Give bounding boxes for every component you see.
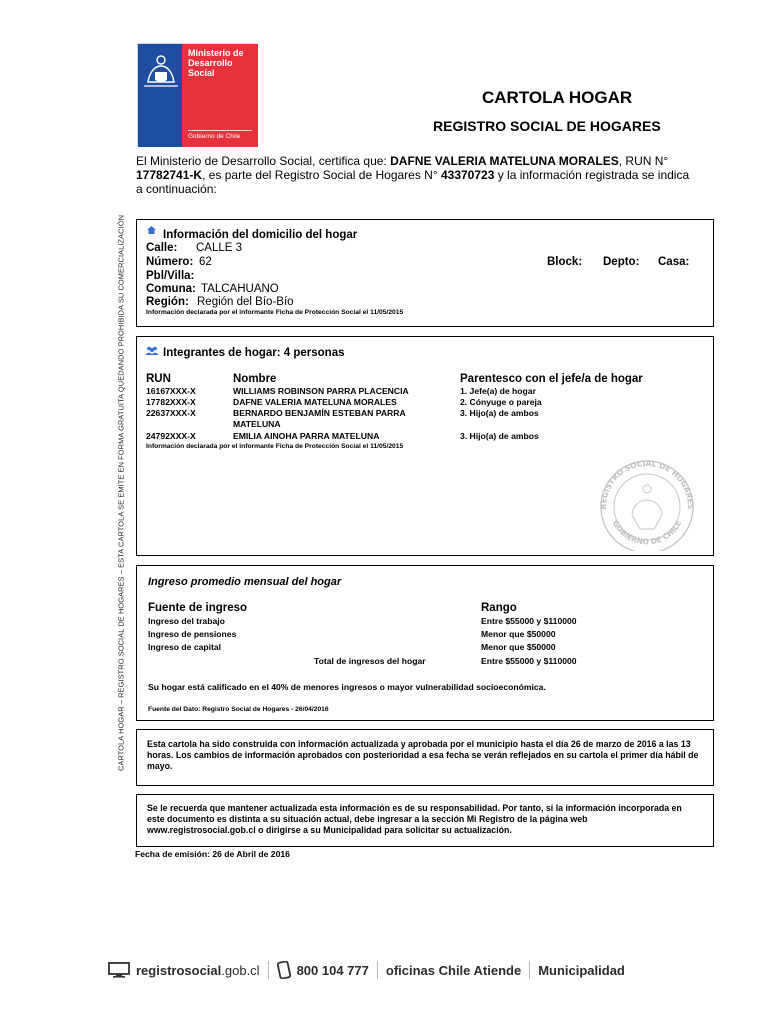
income-total-label: Total de ingresos del hogar [314, 656, 426, 666]
numero-value: 62 [199, 256, 212, 268]
responsibility-notice-text: Se le recuerda que mantener actualizada esta información es de su responsabilidad. Por tanto, si la información incorporada en este documento es distinta a su situación actual, debe ingresar a la sección Mi Registro de la página web www.registrosocial.gob.cl o dirigirse a su Municipalidad para solicitar su actualización. [147, 803, 682, 835]
page-subtitle: REGISTRO SOCIAL DE HOGARES [433, 118, 661, 134]
income-source: Ingreso de capital [148, 642, 222, 652]
address-note: Información declarada por el informante Ficha de Protección Social el 11/05/2015 [146, 309, 404, 316]
income-source: Ingreso de pensiones [148, 629, 237, 639]
logo-ministry-text: Ministerio de Desarrollo Social [188, 48, 244, 78]
registry-seal-stamp [584, 455, 710, 551]
data-source: Fuente del Dato: Registro Social de Hogares - 26/04/2016 [148, 706, 329, 713]
income-source: Ingreso del trabajo [148, 616, 225, 626]
members-note: Información declarada por el informante Ficha de Protección Social el 11/05/2015 [146, 443, 404, 450]
svg-text:GOBIERNO DE CHILE [611, 519, 683, 546]
logo-government-text: Gobierno de Chile [188, 133, 241, 140]
member-run: 24792XXX-X [146, 431, 196, 441]
col-parentesco: Parentesco con el jefe/a de hogar [460, 373, 643, 385]
member-relation: 3. Hijo(a) de ambos [460, 408, 539, 418]
update-notice [136, 729, 714, 786]
footer-divider [268, 961, 269, 979]
seal-bottom-text: GOBIERNO DE CHILE [610, 519, 684, 547]
numero-label: Número: [146, 256, 194, 268]
website-link[interactable]: registrosocial.gob.cl [136, 962, 260, 978]
block-label: Block: [547, 256, 583, 268]
responsibility-notice [136, 794, 714, 847]
issue-date: Fecha de emisión: 26 de Abril de 2016 [135, 849, 290, 859]
footer-divider [377, 961, 378, 979]
member-relation: 1. Jefe(a) de hogar [460, 386, 536, 396]
update-notice-text: Esta cartola ha sido construida con información actualizada y aprobada por el municipio hasta el día 26 de marzo de 2016 a las 13 horas. Los cambios de información aprobados con posterioridad a esa fecha se verán reflejados en su cartola el primer día hábil de mayo. [147, 739, 699, 771]
member-name: BERNARDO BENJAMÍN ESTEBAN PARRA [233, 408, 406, 418]
municipality: Municipalidad [538, 962, 625, 978]
member-name: WILLIAMS ROBINSON PARRA PLACENCIA [233, 386, 409, 396]
pbl-villa-label: Pbl/Villa: [146, 270, 195, 282]
registry-number: 43370723 [440, 168, 495, 182]
col-rango: Rango [481, 602, 517, 614]
income-range: Menor que $50000 [481, 629, 556, 639]
footer-divider [529, 961, 530, 979]
member-run: 22637XXX-X [146, 408, 196, 418]
household-address-section [136, 219, 714, 327]
calle-label: Calle: [146, 242, 178, 254]
logo-divider [188, 130, 252, 131]
intro-paragraph: El Ministerio de Desarrollo Social, certifica que: DAFNE VALERIA MATELUNA MORALES, RUN N° 17782741-K, es parte del Registro Social de Hogares N° 43370723 y la información registrada se indica a continuación: [136, 154, 690, 196]
member-run: 17782XXX-X [146, 397, 196, 407]
beneficiary-run: 17782741-K [136, 168, 203, 182]
svg-text:REGISTRO SOCIAL DE HOGARES [599, 459, 695, 510]
col-nombre: Nombre [233, 373, 277, 385]
region-value: Región del Bío-Bío [197, 296, 294, 308]
chile-atiende-offices: oficinas Chile Atiende [385, 962, 522, 978]
region-label: Región: [146, 296, 189, 308]
beneficiary-name: DAFNE VALERIA MATELUNA MORALES [390, 154, 619, 168]
phone-icon [277, 961, 291, 979]
income-total-value: Entre $55000 y $110000 [481, 656, 577, 666]
calle-value: CALLE 3 [196, 242, 243, 254]
seal-top-text: REGISTRO SOCIAL DE HOGARES [598, 458, 696, 510]
member-relation: 3. Hijo(a) de ambos [460, 431, 539, 441]
vulnerability-rating: Su hogar está calificado en el 40% de menores ingresos o mayor vulnerabilidad socioeconómica. [148, 682, 546, 692]
household-members-section [136, 336, 714, 556]
col-fuente: Fuente de ingreso [148, 602, 248, 614]
member-run: 16167XXX-X [146, 386, 196, 396]
comuna-label: Comuna: [146, 283, 196, 295]
address-heading: Información del domicilio del hogar [163, 229, 358, 241]
footer-contact-bar [108, 960, 678, 980]
member-relation: 2. Cónyuge o pareja [460, 397, 542, 407]
member-name: DAFNE VALERIA MATELUNA MORALES [233, 397, 397, 407]
side-legend: CARTOLA HOGAR – REGISTRO SOCIAL DE HOGARES – ESTA CARTOLA SE EMITE EN FORMA GRATUITA QUEDANDO PROHIBIDA SU COMERCIALIZACIÓN [116, 214, 126, 772]
phone-number[interactable]: 800 104 777 [296, 962, 369, 978]
computer-icon [108, 962, 130, 978]
ministry-logo [137, 43, 257, 146]
comuna-value: TALCAHUANO [201, 283, 279, 295]
home-icon [146, 225, 157, 235]
page-title: CARTOLA HOGAR [482, 88, 633, 107]
income-range: Menor que $50000 [481, 642, 556, 652]
income-range: Entre $55000 y $110000 [481, 616, 577, 626]
casa-label: Casa: [658, 256, 690, 268]
coat-of-arms-icon [142, 52, 180, 88]
members-heading: Integrantes de hogar: 4 personas [163, 347, 345, 359]
member-name: EMILIA AINOHA PARRA MATELUNA [233, 431, 380, 441]
income-heading: Ingreso promedio mensual del hogar [148, 576, 342, 588]
member-name-continued: MATELUNA [233, 419, 281, 429]
col-run: RUN [146, 373, 171, 385]
household-income-section [136, 565, 714, 721]
depto-label: Depto: [603, 256, 640, 268]
people-icon [146, 346, 158, 356]
